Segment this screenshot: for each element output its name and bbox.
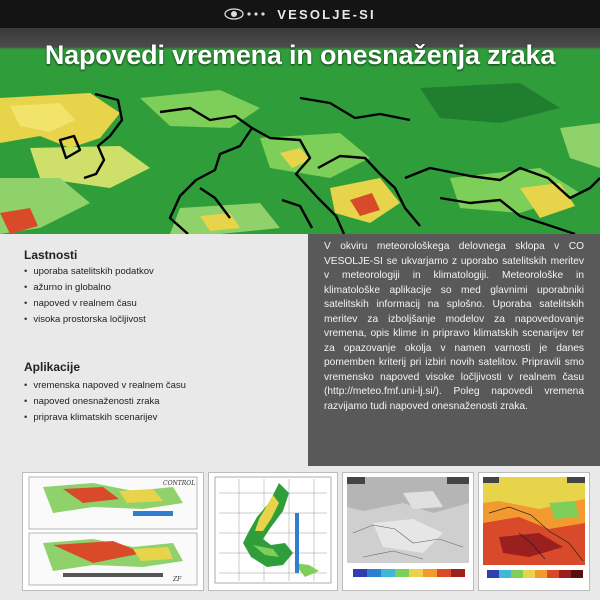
left-column [0, 234, 308, 458]
list-item: • ažurno in globalno [24, 280, 154, 296]
applications-list [24, 378, 186, 426]
list-item: • vremenska napoved v realnem času [24, 378, 186, 394]
features-heading: Lastnosti [24, 248, 78, 262]
list-item: • napoved onesnaženosti zraka [24, 394, 186, 410]
list-item: • uporaba satelitskih podatkov [24, 264, 154, 280]
logo[interactable] [224, 7, 376, 22]
logo-text: VESOLJE-SI [277, 6, 376, 22]
cloud-cover-map-icon [343, 473, 473, 590]
description-text: V okviru meteorološkega delovnega sklopa v CO VESOLJE-SI se ukvarjamo z uporabo satelitskih meritev v meteorologiji in klimatologiji. Meteorološke in klimatološke aplikacije so med glavnimi uporabniki satelitskih informacij na splošno. Uporaba satelitskih meritev za izboljšanje modelov za napovedovanje vremena, opis klime in pripravo klimatskih scenarijev ter za opazovanje okolja v namen varnosti je danes pomemben kriterij pri izbiri novih satelitov. Pripravili smo vremensko napoved visoke ločljivosti v realnem času (http://meteo.fmf.uni-lj.si/). Poleg napovedi vremena razvijamo tudi napoved onesnaženosti zraka. [324, 241, 584, 412]
list-item: • visoka prostorska ločljivost [24, 312, 154, 328]
thumbnail-hurricane-map[interactable] [208, 472, 338, 591]
thumbnail-forecast-comparison[interactable] [22, 472, 204, 591]
thumbnail-pollution-map[interactable] [478, 472, 590, 591]
thumbnail-cloud-map[interactable] [342, 472, 474, 591]
thumb-label-top: CONTROL [163, 480, 196, 487]
thumb-label-bottom: ZF [173, 576, 182, 583]
top-bar [0, 0, 600, 28]
page-title: Napovedi vremena in onesnaženja zraka [44, 40, 556, 70]
features-list [24, 264, 154, 328]
list-item: • napoved v realnem času [24, 296, 154, 312]
hero-banner [0, 28, 600, 234]
description-box [308, 234, 600, 466]
list-item: • priprava klimatskih scenarijev [24, 410, 186, 426]
satellite-orbit-logo-icon [224, 7, 270, 21]
applications-heading: Aplikacije [24, 360, 81, 374]
hurricane-forecast-icon [209, 473, 337, 590]
air-pollution-map-icon [479, 473, 589, 590]
forecast-map-pair-icon [23, 473, 203, 590]
